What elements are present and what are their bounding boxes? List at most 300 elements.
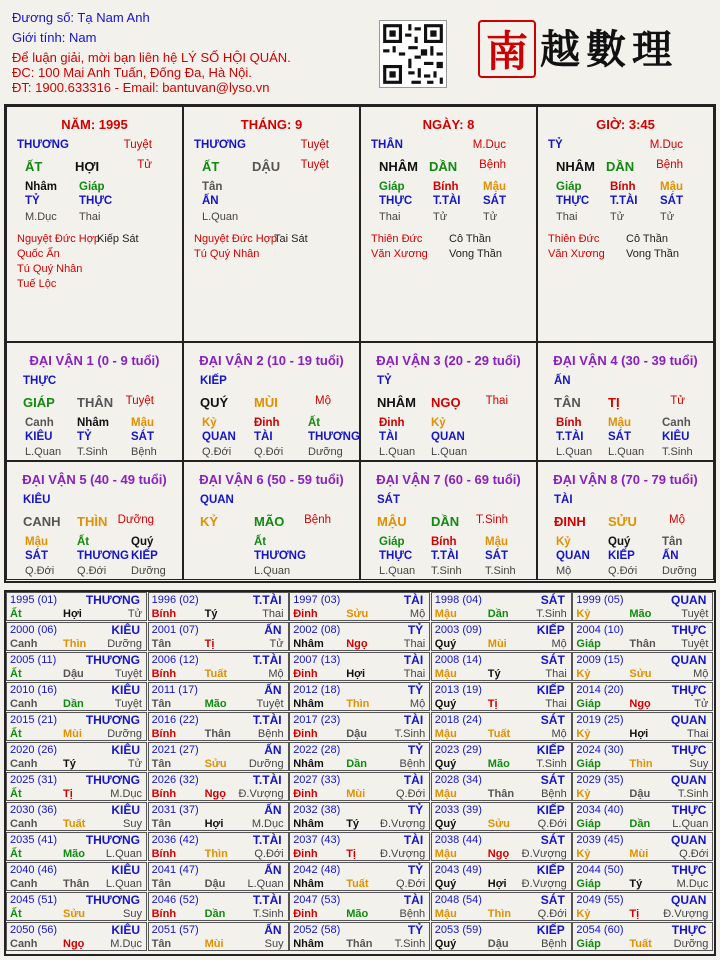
year-cell (148, 712, 289, 741)
hidden-stem: Nhâm (25, 181, 57, 193)
dai-van-god: KIÊU (23, 494, 51, 506)
year-god: THƯƠNG (85, 773, 140, 787)
year-god: THƯƠNG (85, 713, 140, 727)
year-branch: Tý (63, 758, 76, 770)
year-label: 2024 (30) (576, 744, 624, 756)
year-god: TỶ (407, 683, 424, 697)
year-stage: Mộ (409, 698, 426, 710)
year-stage: Đ.Vượng (380, 848, 426, 860)
year-cell (289, 922, 430, 951)
year-god: THỰC (671, 683, 707, 697)
year-stem: Kỷ (576, 908, 591, 920)
year-label: 2011 (17) (151, 684, 198, 696)
dai-van-hidden: Bính (556, 417, 582, 429)
dai-van-god: THỰC (23, 375, 57, 387)
dai-van-branch: NGỌ (431, 395, 461, 410)
star-left: Nguyệt Đức Hợp (17, 233, 101, 245)
dai-van-stage: Mộ (315, 395, 331, 407)
dai-van-hidden-stage: L.Quan (25, 446, 62, 458)
owner-line (12, 10, 150, 26)
year-cell (431, 652, 572, 681)
year-branch: Hợi (346, 668, 366, 680)
year-stage: Đ.Vượng (238, 788, 284, 800)
year-stage: Thai (262, 608, 284, 620)
year-god: TÀI (403, 893, 424, 907)
gender-value: Nam (68, 30, 97, 45)
year-branch: Tị (629, 908, 640, 920)
pillar-ten-god: TỶ (548, 139, 563, 151)
year-stem: Nhâm (293, 698, 324, 710)
year-stage: M.Dục (676, 878, 709, 890)
year-branch: Thìn (487, 908, 512, 920)
dai-van-hidden: Ất (254, 536, 267, 548)
year-cell (572, 592, 713, 621)
pillar-branch-stage: Tuyệt (300, 159, 329, 171)
year-god: KIÊU (111, 923, 140, 937)
dai-van-hidden-god: KIẾP (131, 550, 158, 562)
year-stage: Q.Đới (537, 908, 567, 920)
dai-van-title: ĐẠI VẬN 5 (40 - 49 tuổi) (22, 472, 167, 487)
year-stem: Bính (151, 728, 177, 740)
year-cell (289, 742, 430, 771)
year-god: TÀI (403, 713, 424, 727)
dai-van-8 (537, 461, 714, 580)
dai-van-hidden-god: SÁT (131, 431, 154, 443)
year-cell (572, 712, 713, 741)
year-label: 2035 (41) (10, 834, 58, 846)
year-stage: Suy (123, 908, 142, 920)
pillar-branch: DẦN (429, 159, 458, 174)
year-stem: Canh (10, 698, 38, 710)
year-branch: Mão (63, 848, 85, 860)
year-god: KIÊU (111, 683, 140, 697)
dai-van-god: TỶ (377, 375, 392, 387)
pillar-stem: ẤT (25, 159, 43, 174)
year-cell (289, 592, 430, 621)
hidden-stage: Tử (483, 211, 498, 223)
year-label: 2008 (14) (434, 654, 482, 666)
year-stem: Canh (10, 878, 38, 890)
year-branch: Dần (346, 758, 367, 770)
year-stage: Đ.Vượng (380, 818, 426, 830)
year-stage: T.Sinh (536, 608, 567, 620)
dai-van-hidden-stage: T.Sinh (485, 565, 516, 577)
logo-text: 越數理 (540, 26, 678, 73)
dai-van-hidden: Mậu (608, 417, 631, 429)
hidden-god: ẤN (202, 195, 219, 207)
chart-grid (4, 104, 716, 583)
year-branch: Thìn (204, 848, 228, 860)
year-branch: Thìn (63, 638, 87, 650)
year-stage: Tử (694, 698, 709, 710)
dai-van-hidden: Ất (308, 417, 321, 429)
star-left: Tuế Lộc (17, 278, 57, 290)
year-stage: L.Quan (105, 848, 142, 860)
pillar-stem: ẤT (202, 159, 220, 174)
year-cell (431, 802, 572, 831)
year-label: 2050 (56) (10, 924, 58, 936)
year-stage: Thai (545, 668, 567, 680)
year-branch: Thân (629, 638, 656, 650)
dai-van-branch: MÙI (254, 395, 278, 410)
dai-van-hidden-stage: Dưỡng (131, 565, 166, 577)
owner-name: Tạ Nam Anh (77, 10, 150, 25)
year-label: 2054 (60) (576, 924, 624, 936)
year-god: THƯƠNG (85, 593, 140, 607)
year-cell (6, 652, 147, 681)
year-branch: Thân (63, 878, 90, 890)
year-stage: L.Quan (247, 878, 284, 890)
star-right: Vong Thần (449, 248, 503, 260)
pillar-branch-stage: Bệnh (656, 159, 683, 171)
year-branch: Ngọ (63, 938, 85, 950)
year-stage: Q.Đới (254, 848, 284, 860)
year-stage: Thai (403, 668, 426, 680)
hidden-god: T.TÀI (433, 195, 461, 207)
year-god: T.TÀI (252, 893, 282, 907)
hidden-god: TỶ (25, 195, 40, 207)
dai-van-god: SÁT (377, 494, 400, 506)
dai-van-4 (537, 342, 714, 461)
year-cell (572, 772, 713, 801)
year-stem: Quý (434, 638, 457, 650)
year-label: 2029 (35) (576, 774, 624, 786)
logo-seal: 南 (478, 20, 536, 78)
year-stem: Canh (10, 758, 38, 770)
year-branch: Dậu (204, 878, 226, 890)
year-branch: Tị (204, 638, 215, 650)
dai-van-stage: Dưỡng (117, 514, 154, 526)
year-label: 2005 (11) (10, 654, 57, 666)
dai-van-title: ĐẠI VẬN 2 (10 - 19 tuổi) (199, 353, 344, 368)
year-stage: Tuyệt (681, 638, 709, 650)
dai-van-hidden-god: THƯƠNG (77, 550, 129, 562)
year-branch: Tuất (63, 818, 86, 830)
year-cell (572, 922, 713, 951)
year-label: 2049 (55) (576, 894, 624, 906)
year-stem: Tân (151, 878, 172, 890)
year-stem: Mậu (434, 608, 457, 620)
year-stem: Ất (10, 908, 22, 920)
pillar-title: NGÀY: 8 (422, 117, 475, 132)
year-cell (431, 682, 572, 711)
year-god: TÀI (403, 653, 424, 667)
year-label: 2034 (40) (576, 804, 624, 816)
hidden-stem: Bính (610, 181, 636, 193)
year-label: 2009 (15) (576, 654, 624, 666)
star-left: Thiên Đức (548, 233, 600, 245)
hidden-god: SÁT (660, 195, 683, 207)
year-god: KIẾP (536, 683, 565, 697)
year-god: THỰC (671, 743, 707, 757)
year-branch: Dậu (487, 938, 509, 950)
dai-van-stem: NHÂM (377, 395, 416, 410)
year-stem: Ất (10, 668, 22, 680)
year-god: TỶ (407, 743, 424, 757)
year-label: 2040 (46) (10, 864, 58, 876)
hidden-god: SÁT (483, 195, 506, 207)
year-cell (572, 802, 713, 831)
year-stem: Ất (10, 608, 22, 620)
year-branch: Hợi (487, 878, 507, 890)
dai-van-stage: Thai (485, 395, 508, 407)
pillar-branch-stage: Tử (137, 159, 152, 171)
year-cell (6, 772, 147, 801)
pillar-stage: Tuyệt (300, 139, 329, 151)
year-stem: Nhâm (293, 938, 324, 950)
star-left: Tú Quý Nhân (194, 248, 260, 260)
gender-line (12, 30, 96, 46)
year-label: 2003 (09) (434, 624, 482, 636)
year-cell (148, 622, 289, 651)
year-god: THỰC (671, 863, 707, 877)
year-label: 2004 (10) (576, 624, 624, 636)
year-cell (148, 652, 289, 681)
dai-van-hidden: Canh (25, 417, 54, 429)
year-cell (572, 622, 713, 651)
dai-van-hidden-god: QUAN (431, 431, 465, 443)
year-stem: Ất (10, 848, 22, 860)
year-stem: Quý (434, 818, 457, 830)
year-label: 2015 (21) (10, 714, 58, 726)
year-god: TỶ (407, 623, 424, 637)
year-stem: Giáp (576, 818, 601, 830)
year-label: 2043 (49) (434, 864, 482, 876)
year-cell (572, 682, 713, 711)
year-god: KIẾP (536, 803, 565, 817)
year-cell (148, 862, 289, 891)
year-cell (431, 712, 572, 741)
dai-van-hidden-god: SÁT (485, 550, 508, 562)
year-stem: Canh (10, 938, 38, 950)
pillar-branch: DẦN (606, 159, 635, 174)
year-cell (148, 682, 289, 711)
year-stem: Đinh (293, 848, 318, 860)
year-god: SÁT (540, 713, 565, 727)
dai-van-6 (183, 461, 360, 580)
pillar-ten-god: THƯƠNG (194, 139, 246, 151)
year-label: 2025 (31) (10, 774, 58, 786)
qr-code-icon (379, 20, 447, 88)
year-stem: Bính (151, 848, 177, 860)
year-cell (6, 622, 147, 651)
year-god: T.TÀI (252, 593, 282, 607)
pillar-stage: Tuyệt (123, 139, 152, 151)
year-branch: Dần (204, 908, 226, 920)
year-branch: Mùi (346, 788, 366, 800)
hidden-god: THỰC (379, 195, 413, 207)
dai-van-hidden: Kỷ (431, 417, 446, 429)
year-branch: Thân (204, 728, 231, 740)
year-god: T.TÀI (252, 653, 282, 667)
year-stage: Dưỡng (107, 638, 142, 650)
year-cell (431, 622, 572, 651)
dai-van-hidden-god: QUAN (202, 431, 236, 443)
year-god: THƯƠNG (85, 653, 140, 667)
annual-grid (4, 590, 716, 956)
year-stem: Đinh (293, 668, 318, 680)
year-stem: Bính (151, 608, 177, 620)
year-branch: Dần (487, 608, 509, 620)
year-cell (431, 832, 572, 861)
year-cell (148, 772, 289, 801)
dai-van-hidden-god: THỰC (379, 550, 413, 562)
dai-van-7 (360, 461, 537, 580)
year-stage: M.Dục (110, 788, 142, 800)
year-label: 2051 (57) (151, 924, 199, 936)
hidden-stem: Giáp (556, 181, 582, 193)
year-label: 2037 (43) (293, 834, 341, 846)
year-cell (6, 922, 147, 951)
year-stage: Q.Đới (679, 848, 709, 860)
contact-line: Để luận giải, mời bạn liên hệ LÝ SỐ HỘI QUÁN. (12, 50, 291, 65)
year-branch: Tị (346, 848, 356, 860)
year-cell (6, 862, 147, 891)
logo (478, 16, 718, 78)
year-cell (431, 862, 572, 891)
dai-van-5 (6, 461, 183, 580)
year-stem: Ất (10, 728, 22, 740)
year-cell (289, 802, 430, 831)
dai-van-god: ẤN (554, 375, 571, 387)
year-branch: Tị (487, 698, 498, 710)
year-branch: Hợi (63, 608, 82, 620)
year-label: 1998 (04) (434, 594, 482, 606)
year-cell (6, 712, 147, 741)
year-branch: Thân (346, 938, 373, 950)
year-cell (431, 922, 572, 951)
year-stem: Quý (434, 938, 457, 950)
year-stage: Dưỡng (248, 758, 284, 770)
year-stem: Giáp (576, 938, 601, 950)
dai-van-branch: MÃO (254, 514, 285, 529)
year-stem: Kỷ (576, 848, 591, 860)
dai-van-hidden: Kỷ (202, 417, 217, 429)
dai-van-hidden: Ất (77, 536, 90, 548)
year-stem: Nhâm (293, 638, 324, 650)
pillar-title: NĂM: 1995 (61, 117, 128, 132)
year-god: THỰC (671, 623, 707, 637)
star-left: Văn Xương (548, 248, 605, 260)
dai-van-hidden-stage: Q.Đới (25, 565, 55, 577)
year-god: T.TÀI (252, 773, 282, 787)
year-god: THƯƠNG (85, 893, 140, 907)
year-god: T.TÀI (252, 713, 282, 727)
hidden-god: T.TÀI (610, 195, 638, 207)
year-god: TÀI (403, 593, 424, 607)
year-label: 2022 (28) (293, 744, 341, 756)
dai-van-branch: THÌN (77, 514, 108, 529)
year-cell (289, 772, 430, 801)
year-stage: Thai (686, 728, 709, 740)
year-stem: Mậu (434, 848, 457, 860)
year-stage: Suy (689, 758, 709, 770)
year-branch: Dậu (629, 788, 651, 800)
dai-van-hidden-stage: Q.Đới (77, 565, 107, 577)
year-stage: Bệnh (399, 908, 426, 920)
year-label: 1997 (03) (293, 594, 341, 606)
year-stage: Suy (123, 818, 142, 830)
dai-van-stage: Tử (670, 395, 685, 407)
year-label: 2032 (38) (293, 804, 341, 816)
hidden-god: THỰC (79, 195, 113, 207)
year-cell (572, 652, 713, 681)
dai-van-stem: TÂN (554, 395, 581, 410)
year-stem: Tân (151, 698, 172, 710)
dai-van-hidden-stage: Bệnh (131, 446, 157, 458)
year-stem: Giáp (576, 878, 601, 890)
year-stage: Mộ (551, 638, 567, 650)
star-left: Thiên Đức (371, 233, 423, 245)
year-label: 2042 (48) (293, 864, 341, 876)
year-branch: Sửu (204, 758, 227, 770)
dai-van-title: ĐẠI VẬN 3 (20 - 29 tuổi) (376, 353, 521, 368)
year-god: KIÊU (111, 743, 140, 757)
hidden-stage: Tử (610, 211, 625, 223)
year-label: 2028 (34) (434, 774, 482, 786)
year-cell (431, 772, 572, 801)
dai-van-hidden-stage: Q.Đới (202, 446, 232, 458)
year-cell (289, 892, 430, 921)
year-stem: Đinh (293, 908, 318, 920)
year-stage: T.Sinh (394, 728, 426, 740)
year-label: 2031 (37) (151, 804, 199, 816)
year-stage: Tuyệt (114, 698, 142, 710)
year-stage: Đ.Vượng (521, 848, 567, 860)
hidden-stage: Tử (433, 211, 448, 223)
year-stage: Bệnh (257, 728, 284, 740)
year-god: KIÊU (111, 623, 140, 637)
dai-van-hidden-stage: Dưỡng (662, 565, 697, 577)
year-stage: Mộ (409, 608, 426, 620)
year-stage: M.Dục (251, 818, 284, 830)
year-cell (572, 892, 713, 921)
dai-van-hidden: Kỷ (556, 536, 571, 548)
year-label: 2019 (25) (576, 714, 624, 726)
year-label: 2002 (08) (293, 624, 341, 636)
dai-van-stem: QUÝ (200, 395, 229, 410)
dai-van-hidden: Mậu (25, 536, 48, 548)
year-god: TÀI (403, 773, 424, 787)
year-stage: L.Quan (672, 818, 709, 830)
hidden-stem: Mậu (660, 181, 683, 193)
year-god: KIẾP (536, 863, 565, 877)
hidden-stem: Giáp (79, 181, 105, 193)
dai-van-hidden-god: THƯƠNG (254, 550, 306, 562)
year-label: 2052 (58) (293, 924, 341, 936)
year-stem: Giáp (576, 758, 601, 770)
year-branch: Ngọ (487, 848, 510, 860)
year-stage: Suy (264, 938, 284, 950)
year-god: QUAN (671, 653, 707, 667)
year-cell (289, 622, 430, 651)
dai-van-hidden: Nhâm (77, 417, 109, 429)
dai-van-stage: T.Sinh (476, 514, 508, 526)
year-cell (289, 862, 430, 891)
year-god: KIẾP (536, 743, 565, 757)
year-god: ẤN (264, 863, 282, 877)
pillar-0 (6, 106, 183, 342)
dai-van-god: KIẾP (200, 375, 227, 387)
year-branch: Tý (346, 818, 360, 830)
year-cell (572, 742, 713, 771)
dai-van-hidden: Mậu (485, 536, 508, 548)
year-branch: Thìn (629, 758, 653, 770)
year-stem: Bính (151, 908, 177, 920)
dai-van-stem: KỶ (200, 514, 219, 529)
year-label: 2014 (20) (576, 684, 624, 696)
pillar-branch: HỢI (75, 159, 100, 174)
